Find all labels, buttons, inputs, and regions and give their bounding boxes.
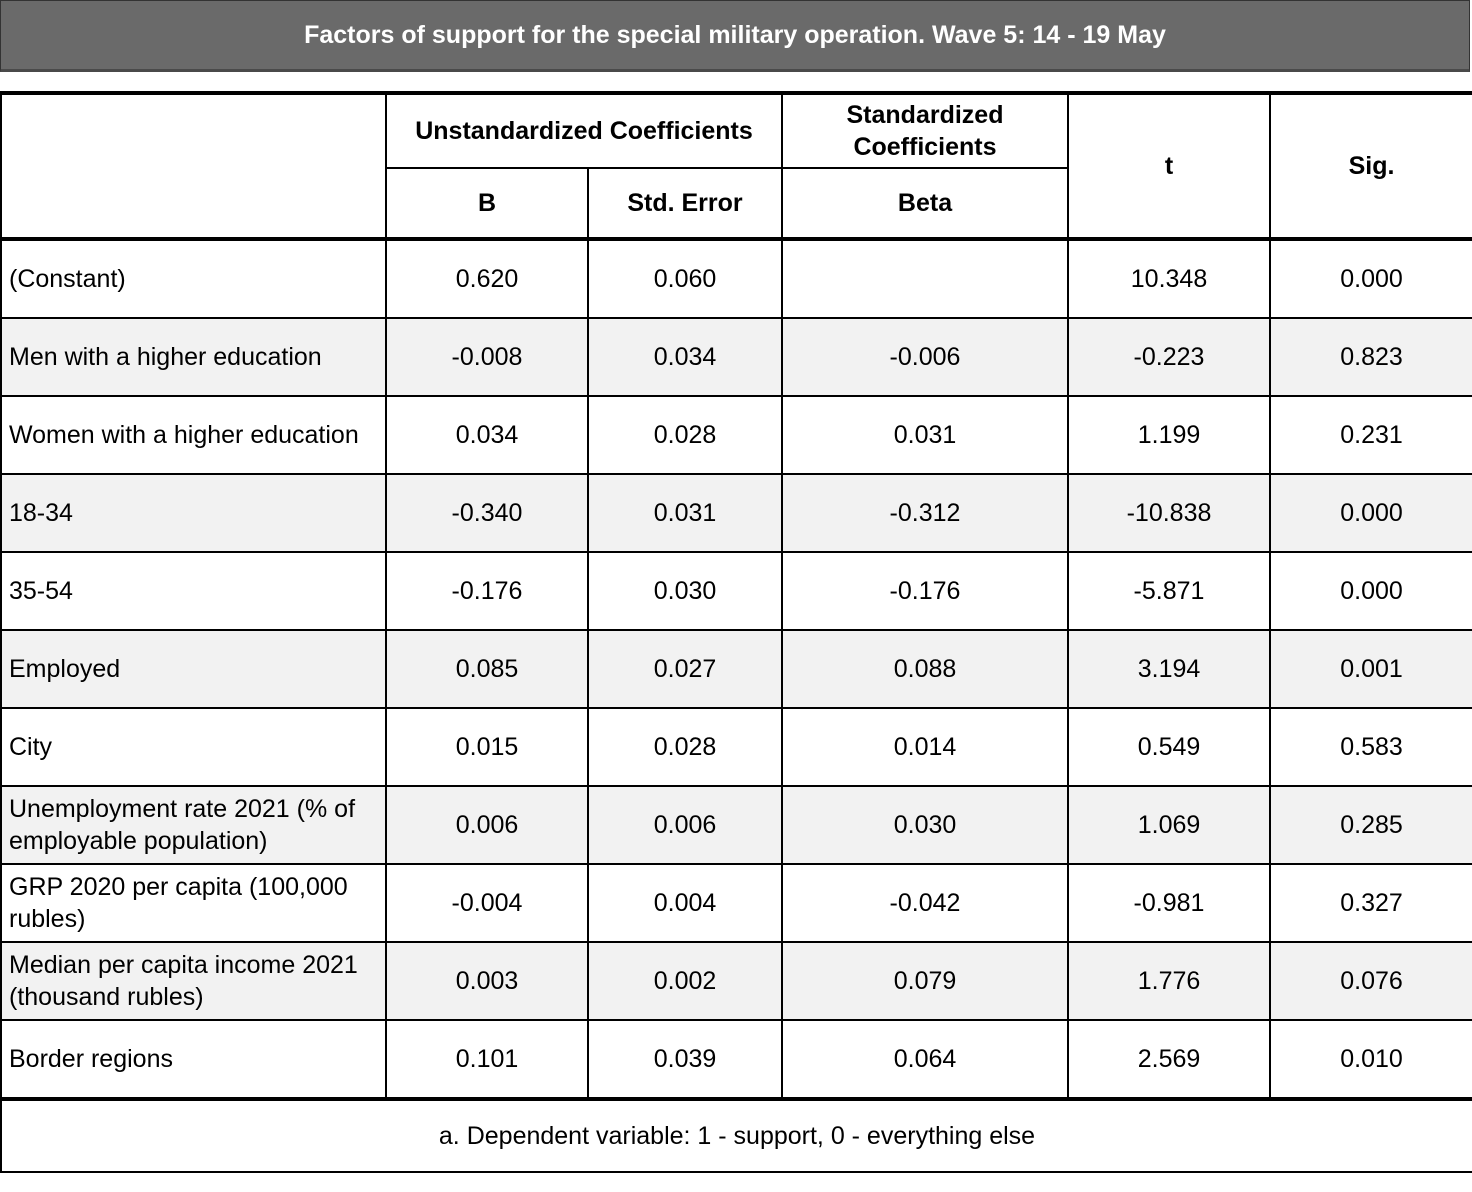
cell-value: 0.231 xyxy=(1270,396,1472,474)
cell-value: 2.569 xyxy=(1068,1020,1270,1099)
cell-value: 0.088 xyxy=(782,630,1068,708)
row-label: Employed xyxy=(1,630,386,708)
cell-value: 0.010 xyxy=(1270,1020,1472,1099)
standardized-header: Standardized Coefficients xyxy=(782,93,1068,168)
cell-value: -0.340 xyxy=(386,474,588,552)
row-label: Median per capita income 2021 (thousand rubles) xyxy=(1,942,386,1020)
col-header-std-error: Std. Error xyxy=(588,168,782,239)
cell-value: 0.004 xyxy=(588,864,782,942)
cell-value: 1.069 xyxy=(1068,786,1270,864)
cell-value: 0.028 xyxy=(588,708,782,786)
cell-value: 0.006 xyxy=(386,786,588,864)
cell-value: 0.015 xyxy=(386,708,588,786)
cell-value: 0.034 xyxy=(386,396,588,474)
col-header-t: t xyxy=(1068,93,1270,239)
table-row xyxy=(1,786,1472,864)
table-row xyxy=(1,552,1472,630)
table-row xyxy=(1,318,1472,396)
table-row xyxy=(1,708,1472,786)
cell-value: -0.006 xyxy=(782,318,1068,396)
row-label-header xyxy=(1,93,386,239)
cell-value: 0.000 xyxy=(1270,474,1472,552)
cell-value: 0.085 xyxy=(386,630,588,708)
cell-value: 0.039 xyxy=(588,1020,782,1099)
cell-value: 0.006 xyxy=(588,786,782,864)
cell-value: 0.060 xyxy=(588,239,782,318)
cell-value: 0.101 xyxy=(386,1020,588,1099)
table-body xyxy=(1,239,1472,1099)
cell-value: -5.871 xyxy=(1068,552,1270,630)
table-row xyxy=(1,942,1472,1020)
cell-value: 0.034 xyxy=(588,318,782,396)
footnote: a. Dependent variable: 1 - support, 0 - everything else xyxy=(1,1099,1472,1172)
cell-value: 0.079 xyxy=(782,942,1068,1020)
row-label: (Constant) xyxy=(1,239,386,318)
table-row xyxy=(1,239,1472,318)
cell-value: -0.312 xyxy=(782,474,1068,552)
cell-value: 0.001 xyxy=(1270,630,1472,708)
cell-value xyxy=(782,239,1068,318)
cell-value: 0.583 xyxy=(1270,708,1472,786)
row-label: Unemployment rate 2021 (% of employable population) xyxy=(1,786,386,864)
cell-value: 0.000 xyxy=(1270,239,1472,318)
cell-value: 0.823 xyxy=(1270,318,1472,396)
cell-value: 0.064 xyxy=(782,1020,1068,1099)
title-bar xyxy=(0,0,1470,72)
cell-value: 0.002 xyxy=(588,942,782,1020)
unstandardized-header: Unstandardized Coefficients xyxy=(386,93,782,168)
cell-value: 0.549 xyxy=(1068,708,1270,786)
cell-value: 0.028 xyxy=(588,396,782,474)
table-row xyxy=(1,474,1472,552)
cell-value: -0.042 xyxy=(782,864,1068,942)
cell-value: 0.327 xyxy=(1270,864,1472,942)
cell-value: 10.348 xyxy=(1068,239,1270,318)
cell-value: 3.194 xyxy=(1068,630,1270,708)
table-row xyxy=(1,1020,1472,1099)
col-header-beta: Beta xyxy=(782,168,1068,239)
cell-value: -0.176 xyxy=(782,552,1068,630)
row-label: 35-54 xyxy=(1,552,386,630)
cell-value: 0.620 xyxy=(386,239,588,318)
cell-value: 1.776 xyxy=(1068,942,1270,1020)
row-label: GRP 2020 per capita (100,000 rubles) xyxy=(1,864,386,942)
row-label: Border regions xyxy=(1,1020,386,1099)
cell-value: -0.223 xyxy=(1068,318,1270,396)
cell-value: -0.008 xyxy=(386,318,588,396)
cell-value: 0.027 xyxy=(588,630,782,708)
cell-value: -0.004 xyxy=(386,864,588,942)
table-row xyxy=(1,864,1472,942)
row-label: Men with a higher education xyxy=(1,318,386,396)
cell-value: 0.003 xyxy=(386,942,588,1020)
cell-value: 0.014 xyxy=(782,708,1068,786)
regression-table xyxy=(0,91,1472,1173)
row-label: 18-34 xyxy=(1,474,386,552)
row-label: Women with a higher education xyxy=(1,396,386,474)
cell-value: -0.176 xyxy=(386,552,588,630)
cell-value: -10.838 xyxy=(1068,474,1270,552)
cell-value: 0.285 xyxy=(1270,786,1472,864)
table-row xyxy=(1,396,1472,474)
cell-value: 0.000 xyxy=(1270,552,1472,630)
cell-value: -0.981 xyxy=(1068,864,1270,942)
row-label: City xyxy=(1,708,386,786)
col-header-sig: Sig. xyxy=(1270,93,1472,239)
cell-value: 0.030 xyxy=(588,552,782,630)
cell-value: 0.030 xyxy=(782,786,1068,864)
cell-value: 0.076 xyxy=(1270,942,1472,1020)
cell-value: 0.031 xyxy=(782,396,1068,474)
table-title: Factors of support for the special military operation. Wave 5: 14 - 19 May xyxy=(304,20,1166,49)
cell-value: 0.031 xyxy=(588,474,782,552)
col-header-b: B xyxy=(386,168,588,239)
cell-value: 1.199 xyxy=(1068,396,1270,474)
table-row xyxy=(1,630,1472,708)
